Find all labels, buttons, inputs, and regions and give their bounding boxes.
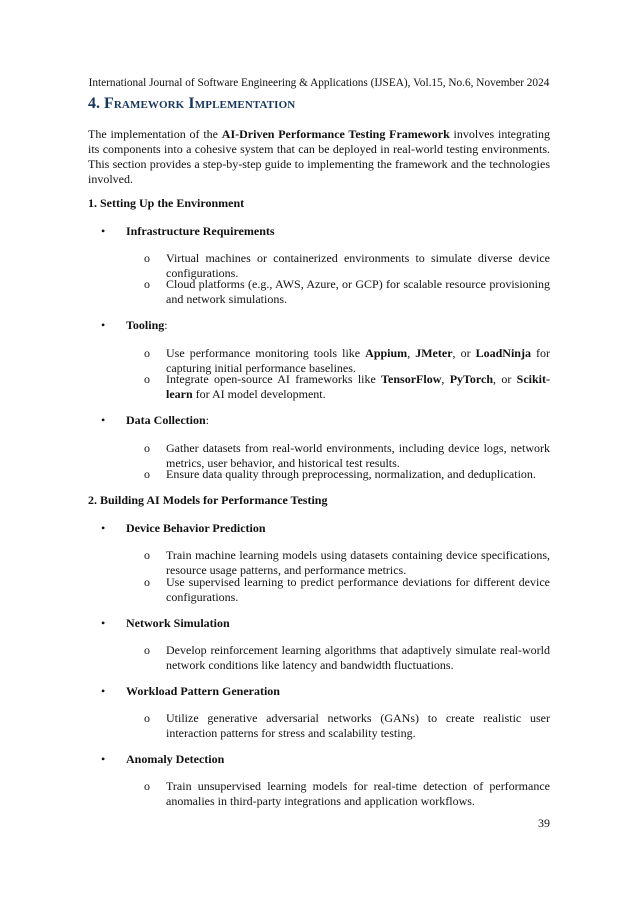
tool-tensorflow: TensorFlow — [381, 372, 442, 386]
list-item-text: Cloud platforms (e.g., AWS, Azure, or GCP) for scalable resource provisioning and network simulations. — [166, 277, 550, 306]
bullet-colon: : — [164, 318, 168, 332]
section-title — [88, 95, 295, 113]
bullet-label: Anomaly Detection — [126, 752, 225, 766]
section-number: 4. — [88, 95, 100, 112]
list-item — [146, 548, 550, 578]
sub-marker: o — [144, 643, 150, 657]
intro-text-rest: involves integrating its components into a cohesive system that can be deployed in real-world testing environments. This section provides a step-by-step guide to implementing the framework and the technologies involved. — [88, 127, 550, 186]
sub-marker: o — [144, 779, 150, 793]
bullet-data-collection — [101, 413, 209, 428]
list-item — [146, 372, 550, 402]
list-item — [146, 575, 550, 605]
intro-bold-framework: AI-Driven Performance Testing Framework — [221, 127, 450, 141]
list-item-text: Utilize generative adversarial networks (GANs) to create realistic user interaction patterns for stress and scalability testing. — [166, 711, 550, 740]
bullet-label: Device Behavior Prediction — [126, 521, 266, 535]
list-item — [146, 779, 550, 809]
bullet-marker: • — [101, 752, 106, 766]
tool-scikit-learn: Scikit-learn — [166, 372, 550, 401]
bullet-marker: • — [101, 224, 106, 238]
sub-marker: o — [144, 711, 150, 725]
bullet-label: Data Collection — [126, 413, 206, 427]
list-item-text: Develop reinforcement learning algorithms that adaptively simulate real-world network conditions like latency and bandwidth fluctuations. — [166, 643, 550, 672]
bullet-marker: • — [101, 413, 106, 427]
tool-loadninja: LoadNinja — [475, 346, 531, 360]
bullet-workload-pattern — [101, 684, 280, 699]
sub-marker: o — [144, 467, 150, 481]
bullet-marker: • — [101, 318, 106, 332]
list-item — [146, 467, 550, 482]
list-item — [146, 643, 550, 673]
subheading-building-ai-models: 2. Building AI Models for Performance Testing — [88, 493, 328, 507]
bullet-label: Tooling — [126, 318, 165, 332]
bullet-label: Infrastructure Requirements — [126, 224, 275, 238]
sub-marker: o — [144, 277, 150, 291]
list-item-text: Gather datasets from real-world environments, including device logs, network metrics, user behavior, and historical test results. — [166, 441, 550, 470]
list-item — [146, 277, 550, 307]
tool-appium: Appium — [365, 346, 408, 360]
sub-marker: o — [144, 251, 150, 265]
page-number: 39 — [538, 816, 550, 830]
bullet-tooling — [101, 318, 168, 333]
subheading-setting-up: 1. Setting Up the Environment — [88, 196, 245, 210]
list-item-text: Virtual machines or containerized environments to simulate diverse device configurations. — [166, 251, 550, 280]
bullet-anomaly-detection — [101, 752, 224, 767]
list-item-text: Integrate open-source AI frameworks like TensorFlow, PyTorch, or Scikit-learn for AI model development. — [166, 372, 550, 401]
sub-marker: o — [144, 346, 150, 360]
bullet-marker: • — [101, 521, 106, 535]
bullet-colon: : — [205, 413, 209, 427]
list-item-text: Use supervised learning to predict performance deviations for different device configurations. — [166, 575, 550, 604]
list-item-text: Use performance monitoring tools like Appium, JMeter, or LoadNinja for capturing initial performance baselines. — [166, 346, 551, 375]
bullet-device-behavior — [101, 521, 266, 536]
sub-marker: o — [144, 372, 150, 386]
bullet-marker: • — [101, 616, 106, 630]
bullet-label: Network Simulation — [126, 616, 230, 630]
sub-marker: o — [144, 548, 150, 562]
sub-marker: o — [144, 441, 150, 455]
sub-marker: o — [144, 575, 150, 589]
list-item-text: Ensure data quality through preprocessing, normalization, and deduplication. — [166, 467, 536, 481]
intro-text: The implementation of the — [88, 127, 222, 141]
bullet-label: Workload Pattern Generation — [126, 684, 280, 698]
list-item — [146, 711, 550, 741]
tool-jmeter: JMeter — [415, 346, 453, 360]
bullet-infrastructure — [101, 224, 275, 239]
tool-pytorch: PyTorch — [449, 372, 494, 386]
bullet-network-simulation — [101, 616, 230, 631]
running-head: International Journal of Software Engineering & Applications (IJSEA), Vol.15, No.6, November 2024 — [88, 77, 550, 89]
section-title-text: Framework Implementation — [104, 95, 296, 112]
list-item-text: Train unsupervised learning models for real-time detection of performance anomalies in third-party integrations and application workflows. — [166, 779, 550, 808]
bullet-marker: • — [101, 684, 106, 698]
list-item-text: Train machine learning models using datasets containing device specifications, resource usage patterns, and performance metrics. — [166, 548, 550, 577]
intro-paragraph — [88, 127, 550, 187]
